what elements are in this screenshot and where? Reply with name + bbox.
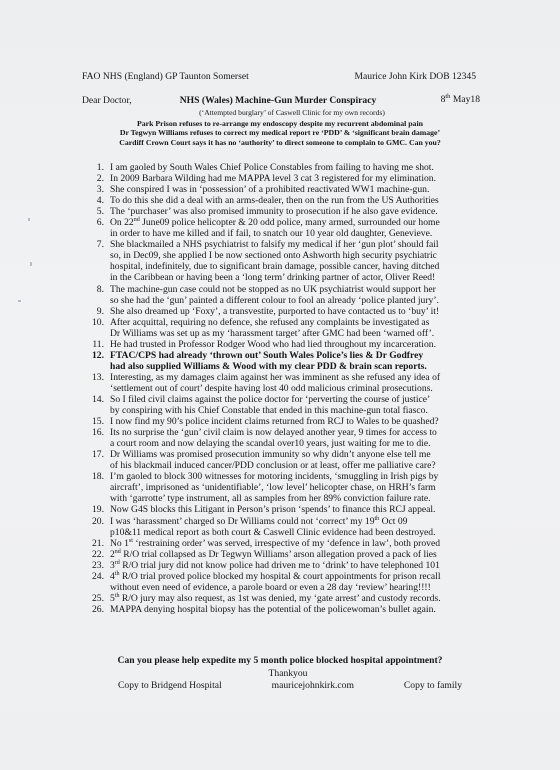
item-line: aircraft’, imprisoned as ‘unidentifiable’, ‘low level’ helicopter chase, on HRH’s farm — [110, 482, 436, 494]
item-line: The machine-gun case could not be stopped as no UK psychiatrist would support her — [110, 283, 436, 295]
greeting: Dear Doctor, — [82, 95, 132, 106]
list-item — [86, 306, 486, 317]
item-line: 2nd R/O trial collapsed as Dr Tegwyn Williams’ arson allegation proved a pack of lies — [110, 548, 437, 560]
item-number: 20. — [92, 515, 104, 527]
item-line: He had trusted in Professor Rodger Wood who had lied throughout my incarceration. — [110, 338, 436, 350]
item-number: 19. — [92, 504, 104, 516]
item-line: without even need of evidence, a parole board or even a 28 day ‘review’ hearing!!!! — [110, 581, 431, 593]
item-line: I was ‘harassment’ charged so Dr Williams could not ‘correct’ my 19th Oct 09 — [110, 515, 408, 527]
numbered-list — [86, 162, 486, 615]
item-line: 5th R/O jury may also request, as 1st was denied, my ‘gate arrest’ and custody records. — [110, 592, 441, 604]
list-item — [86, 195, 486, 206]
list-item — [86, 471, 486, 504]
item-line: so, in Dec09, she applied I be now sectioned onto Ashworth high security psychiatric — [110, 250, 437, 262]
list-item — [86, 217, 486, 239]
scan-mark — [28, 218, 30, 221]
list-item — [86, 284, 486, 306]
item-line: So I filed civil claims against the police doctor for ‘perverting the course of justice’ — [110, 393, 431, 405]
letter-title: NHS (Wales) Machine-Gun Murder Conspiracy — [179, 95, 377, 106]
item-number: 1. — [96, 162, 104, 173]
item-line: a court room and now delaying the scandal over10 years, just waiting for me to die. — [110, 438, 431, 450]
item-number: 13. — [92, 371, 104, 383]
item-line: ‘settlement out of court’ despite having lost 40 odd malicious criminal prosecutions. — [110, 382, 433, 394]
list-item — [86, 427, 486, 449]
list-item — [86, 538, 486, 549]
website: mauricejohnkirk.com — [271, 680, 354, 691]
list-item — [86, 449, 486, 471]
item-line: Its no surprise the ‘gun’ civil claim is now delayed another year, 9 times for access to — [110, 427, 437, 439]
list-item — [86, 173, 486, 184]
item-line: I am gaoled by South Wales Chief Police Constables from failing to having me shot. — [110, 162, 434, 173]
item-line: Interesting, as my damages claim against her was imminent as she refused any idea of — [110, 371, 441, 383]
list-item — [86, 516, 486, 538]
item-line: had also supplied Williams & Wood with my clear PDD & brain scan reports. — [110, 360, 427, 372]
list-item — [86, 162, 486, 173]
item-number: 10. — [92, 316, 104, 328]
list-item — [86, 560, 486, 571]
subtitle: (‘Attempted burglary’ of Caswell Clinic for my own records) — [199, 108, 385, 117]
list-item — [86, 549, 486, 560]
list-item — [86, 339, 486, 350]
item-number: 11. — [92, 338, 104, 350]
item-number: 22. — [92, 548, 104, 560]
item-line: After acquittal, requiring no defence, she refused any complaints be investigated as — [110, 316, 430, 328]
list-item — [86, 593, 486, 604]
fao-line: FAO NHS (England) GP Taunton Somerset — [82, 71, 249, 82]
item-line: Dr Williams was set up as my ‘harassment target’ after GMC had been ‘warned off’. — [110, 327, 435, 339]
copy-left: Copy to Bridgend Hospital — [118, 680, 222, 691]
item-number: 25. — [92, 592, 104, 604]
item-number: 15. — [92, 416, 104, 428]
item-line: She also dreamed up ‘Foxy’, a transvestite, purported to have contacted us to ‘buy’ it! — [110, 305, 440, 317]
item-line: In 2009 Barbara Wilding had me MAPPA level 3 cat 3 registered for my elimination. — [110, 173, 437, 185]
item-number: 21. — [92, 537, 104, 549]
item-number: 4. — [96, 195, 104, 207]
scan-mark — [18, 300, 21, 302]
item-line: 4th R/O trial proved police blocked my hospital & court appointments for prison recall — [110, 570, 441, 582]
item-line: hospital, indefinitely, due to significant brain damage, possible cancer, having ditched — [110, 261, 440, 273]
item-line: of his blackmail induced cancer/PDD conclusion or at least, offer me palliative care? — [110, 460, 436, 472]
item-line: FTAC/CPS had already ‘thrown out’ South Wales Police’s lies & Dr Godfrey — [110, 349, 424, 361]
list-item — [86, 571, 486, 593]
list-item — [86, 239, 486, 283]
bold-line: Dr Tegwyn Williams refuses to correct my medical report re ‘PDD’ & ‘significant brain damage’ — [119, 128, 441, 138]
item-line: On 22nd June09 police helicopter & 20 odd police, many armed, surrounded our home — [110, 217, 440, 229]
closing-question: Can you please help expedite my 5 month police blocked hospital appointment? — [117, 655, 443, 666]
bold-summary — [80, 119, 480, 147]
list-item — [86, 184, 486, 195]
list-item — [86, 317, 486, 339]
item-line: To do this she did a deal with an arms-dealer, then on the run from the US Authorities — [110, 195, 439, 207]
item-number: 26. — [92, 603, 104, 615]
list-item — [86, 394, 486, 416]
scan-mark — [30, 262, 32, 266]
bold-line: Park Prison refuses to re-arrange my endoscopy despite my recurrent abdominal pain — [137, 119, 423, 128]
item-number: 2. — [96, 173, 104, 185]
item-number: 23. — [92, 559, 104, 571]
item-number: 8. — [96, 283, 104, 295]
item-number: 9. — [96, 305, 104, 317]
list-item — [86, 350, 486, 372]
item-line: No 1st ‘restraining order’ was served, irrespective of my ‘defence in law’, both proved — [110, 537, 440, 549]
item-number: 24. — [92, 570, 104, 582]
item-line: by conspiring with his Chief Constable that ended in this machine-gun total fiasco. — [110, 405, 428, 417]
item-line: so she had the ‘gun’ painted a different colour to fool an already ‘police planted jury’. — [110, 294, 439, 306]
item-line: MAPPA denying hospital biopsy has the potential of the policewoman’s bullet again. — [110, 603, 436, 615]
item-number: 17. — [92, 449, 104, 461]
item-number: 3. — [96, 184, 104, 196]
letter-header — [82, 71, 476, 82]
list-item — [86, 206, 486, 217]
item-line: The ‘purchaser’ was also promised immunity to prosecution if he also gave evidence. — [110, 206, 438, 218]
item-line: I now find my 90’s police incident claims returned from RCJ to Wales to be quashed? — [110, 416, 439, 428]
item-line: Now G4S blocks this Litigant in Person’s prison ‘spends’ to finance this RCJ appeal. — [110, 504, 436, 516]
footer-row — [118, 680, 462, 691]
list-item — [86, 416, 486, 427]
item-line: in order to have me killed and if fail, to snatch our 10 year old daughter, Genevieve. — [110, 228, 433, 240]
item-line: She conspired I was in ‘possession’ of a prohibited reactivated WW1 machine-gun. — [110, 184, 430, 196]
item-line: with ‘garrotte’ type instrument, all as samples from her 89% conviction failure rate. — [110, 493, 431, 505]
item-number: 14. — [92, 393, 104, 405]
sender-line: Maurice John Kirk DOB 12345 — [354, 71, 476, 82]
item-line: p10&11 medical report as both court & Caswell Clinic evidence had been destroyed. — [110, 526, 436, 538]
item-number: 5. — [96, 206, 104, 218]
letter-date: 8th May18 — [440, 93, 480, 106]
item-line: in the Caribbean or having been a ‘long term’ drinking partner of actor, Oliver Reed! — [110, 272, 436, 284]
item-number: 12. — [92, 349, 104, 361]
copy-right: Copy to family — [403, 680, 462, 691]
item-line: She blackmailed a NHS psychiatrist to falsify my medical if her ‘gun plot’ should fail — [110, 239, 439, 251]
thanks: Thankyou — [268, 668, 308, 679]
list-item — [86, 372, 486, 394]
item-line: Dr Williams was promised prosecution immunity so why didn’t anyone else tell me — [110, 449, 431, 461]
item-number: 6. — [96, 217, 104, 229]
item-line: I’m gaoled to block 300 witnesses for motoring incidents, ‘smuggling in Irish pigs by — [110, 471, 439, 483]
item-number: 7. — [96, 239, 104, 251]
list-item — [86, 504, 486, 515]
greeting-row — [82, 95, 480, 109]
bold-line: Cardiff Crown Court says it has no ‘authority’ to direct someone to complain to GMC. Can you? — [119, 137, 441, 147]
list-item — [86, 604, 486, 615]
item-number: 16. — [92, 427, 104, 439]
item-number: 18. — [92, 471, 104, 483]
item-line: 3rd R/O trial jury did not know police had driven me to ‘drink’ to have telephoned 101 — [110, 559, 440, 571]
